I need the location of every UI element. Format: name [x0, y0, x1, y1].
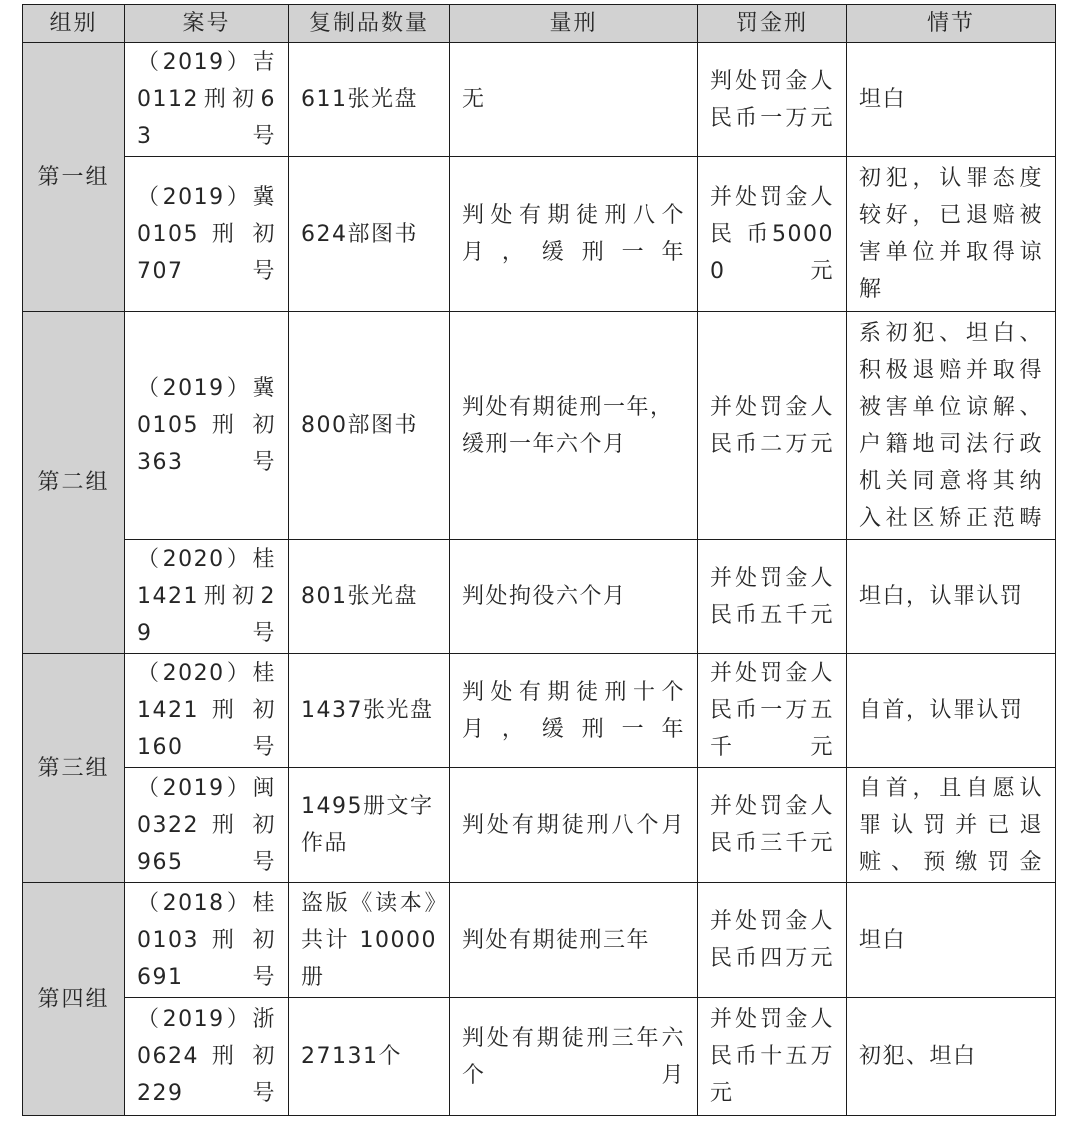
- group-label: 第二组: [23, 312, 125, 654]
- case-number-cell: （2018）桂0103 刑 初691号: [125, 883, 289, 998]
- quantity-cell: 801张光盘: [289, 540, 450, 654]
- table-row: [23, 883, 1056, 998]
- sentence-cell: 判处有期徒刑十个月，缓刑一年: [450, 654, 698, 768]
- sentence-cell: 判处有期徒刑八个月，缓刑一年: [450, 157, 698, 312]
- header-group: 组别: [23, 5, 125, 43]
- sentence-cell: 无: [450, 43, 698, 157]
- header-copy-quantity: 复制品数量: [289, 5, 450, 43]
- sentence-cell: 判处有期徒刑三年六个月: [450, 998, 698, 1116]
- quantity-cell: 盗版《读本》共计 10000册: [289, 883, 450, 998]
- header-case-number: 案号: [125, 5, 289, 43]
- header-circumstance: 情节: [847, 5, 1056, 43]
- case-number-cell: （2020）桂1421 刑 初160号: [125, 654, 289, 768]
- table-row: [23, 157, 1056, 312]
- quantity-cell: 800部图书: [289, 312, 450, 540]
- circumstance-cell: 初犯、坦白: [847, 998, 1056, 1116]
- sentence-cell: 判处有期徒刑八个月: [450, 768, 698, 883]
- sentence-cell: 判处有期徒刑三年: [450, 883, 698, 998]
- case-number-cell: （2019）浙0624 刑 初229号: [125, 998, 289, 1116]
- header-sentence: 量刑: [450, 5, 698, 43]
- fine-cell: 并处罚金人民币二万元: [698, 312, 847, 540]
- quantity-cell: 1495册文字作品: [289, 768, 450, 883]
- group-label: 第三组: [23, 654, 125, 883]
- case-number-cell: （2019）闽0322 刑 初965号: [125, 768, 289, 883]
- sentence-cell: 判处有期徒刑一年，缓刑一年六个月: [450, 312, 698, 540]
- table-row: [23, 312, 1056, 540]
- case-number-cell: （2020）桂1421刑初29号: [125, 540, 289, 654]
- table-row: [23, 998, 1056, 1116]
- case-number-cell: （2019）冀0105 刑 初363号: [125, 312, 289, 540]
- fine-cell: 并处罚金人民币五千元: [698, 540, 847, 654]
- circumstance-cell: 坦白: [847, 43, 1056, 157]
- sentence-cell: 判处拘役六个月: [450, 540, 698, 654]
- quantity-cell: 1437张光盘: [289, 654, 450, 768]
- sentencing-table-wrapper: [22, 4, 1056, 1116]
- group-label: 第四组: [23, 883, 125, 1116]
- circumstance-cell: 系初犯、坦白、积极退赔并取得被害单位谅解、户籍地司法行政机关同意将其纳入社区矫正范畴: [847, 312, 1056, 540]
- fine-cell: 并处罚金人民币一万五千元: [698, 654, 847, 768]
- table-row: [23, 43, 1056, 157]
- fine-cell: 并处罚金人 民 币50000元: [698, 157, 847, 312]
- quantity-cell: 27131个: [289, 998, 450, 1116]
- circumstance-cell: 自首，认罪认罚: [847, 654, 1056, 768]
- fine-cell: 并处罚金人民币十五万元: [698, 998, 847, 1116]
- fine-cell: 并处罚金人民币四万元: [698, 883, 847, 998]
- fine-cell: 并处罚金人民币三千元: [698, 768, 847, 883]
- header-fine: 罚金刑: [698, 5, 847, 43]
- table-row: [23, 768, 1056, 883]
- sentencing-table: [22, 4, 1056, 1116]
- quantity-cell: 611张光盘: [289, 43, 450, 157]
- circumstance-cell: 自首，且自愿认罪认罚并已退赃、预缴罚金: [847, 768, 1056, 883]
- quantity-cell: 624部图书: [289, 157, 450, 312]
- circumstance-cell: 初犯，认罪态度较好，已退赔被害单位并取得谅解: [847, 157, 1056, 312]
- header-row: [23, 5, 1056, 43]
- circumstance-cell: 坦白，认罪认罚: [847, 540, 1056, 654]
- group-label: 第一组: [23, 43, 125, 312]
- case-number-cell: （2019）冀0105 刑 初707号: [125, 157, 289, 312]
- fine-cell: 判处罚金人民币一万元: [698, 43, 847, 157]
- circumstance-cell: 坦白: [847, 883, 1056, 998]
- table-row: [23, 540, 1056, 654]
- case-number-cell: （2019）吉0112刑初63号: [125, 43, 289, 157]
- table-row: [23, 654, 1056, 768]
